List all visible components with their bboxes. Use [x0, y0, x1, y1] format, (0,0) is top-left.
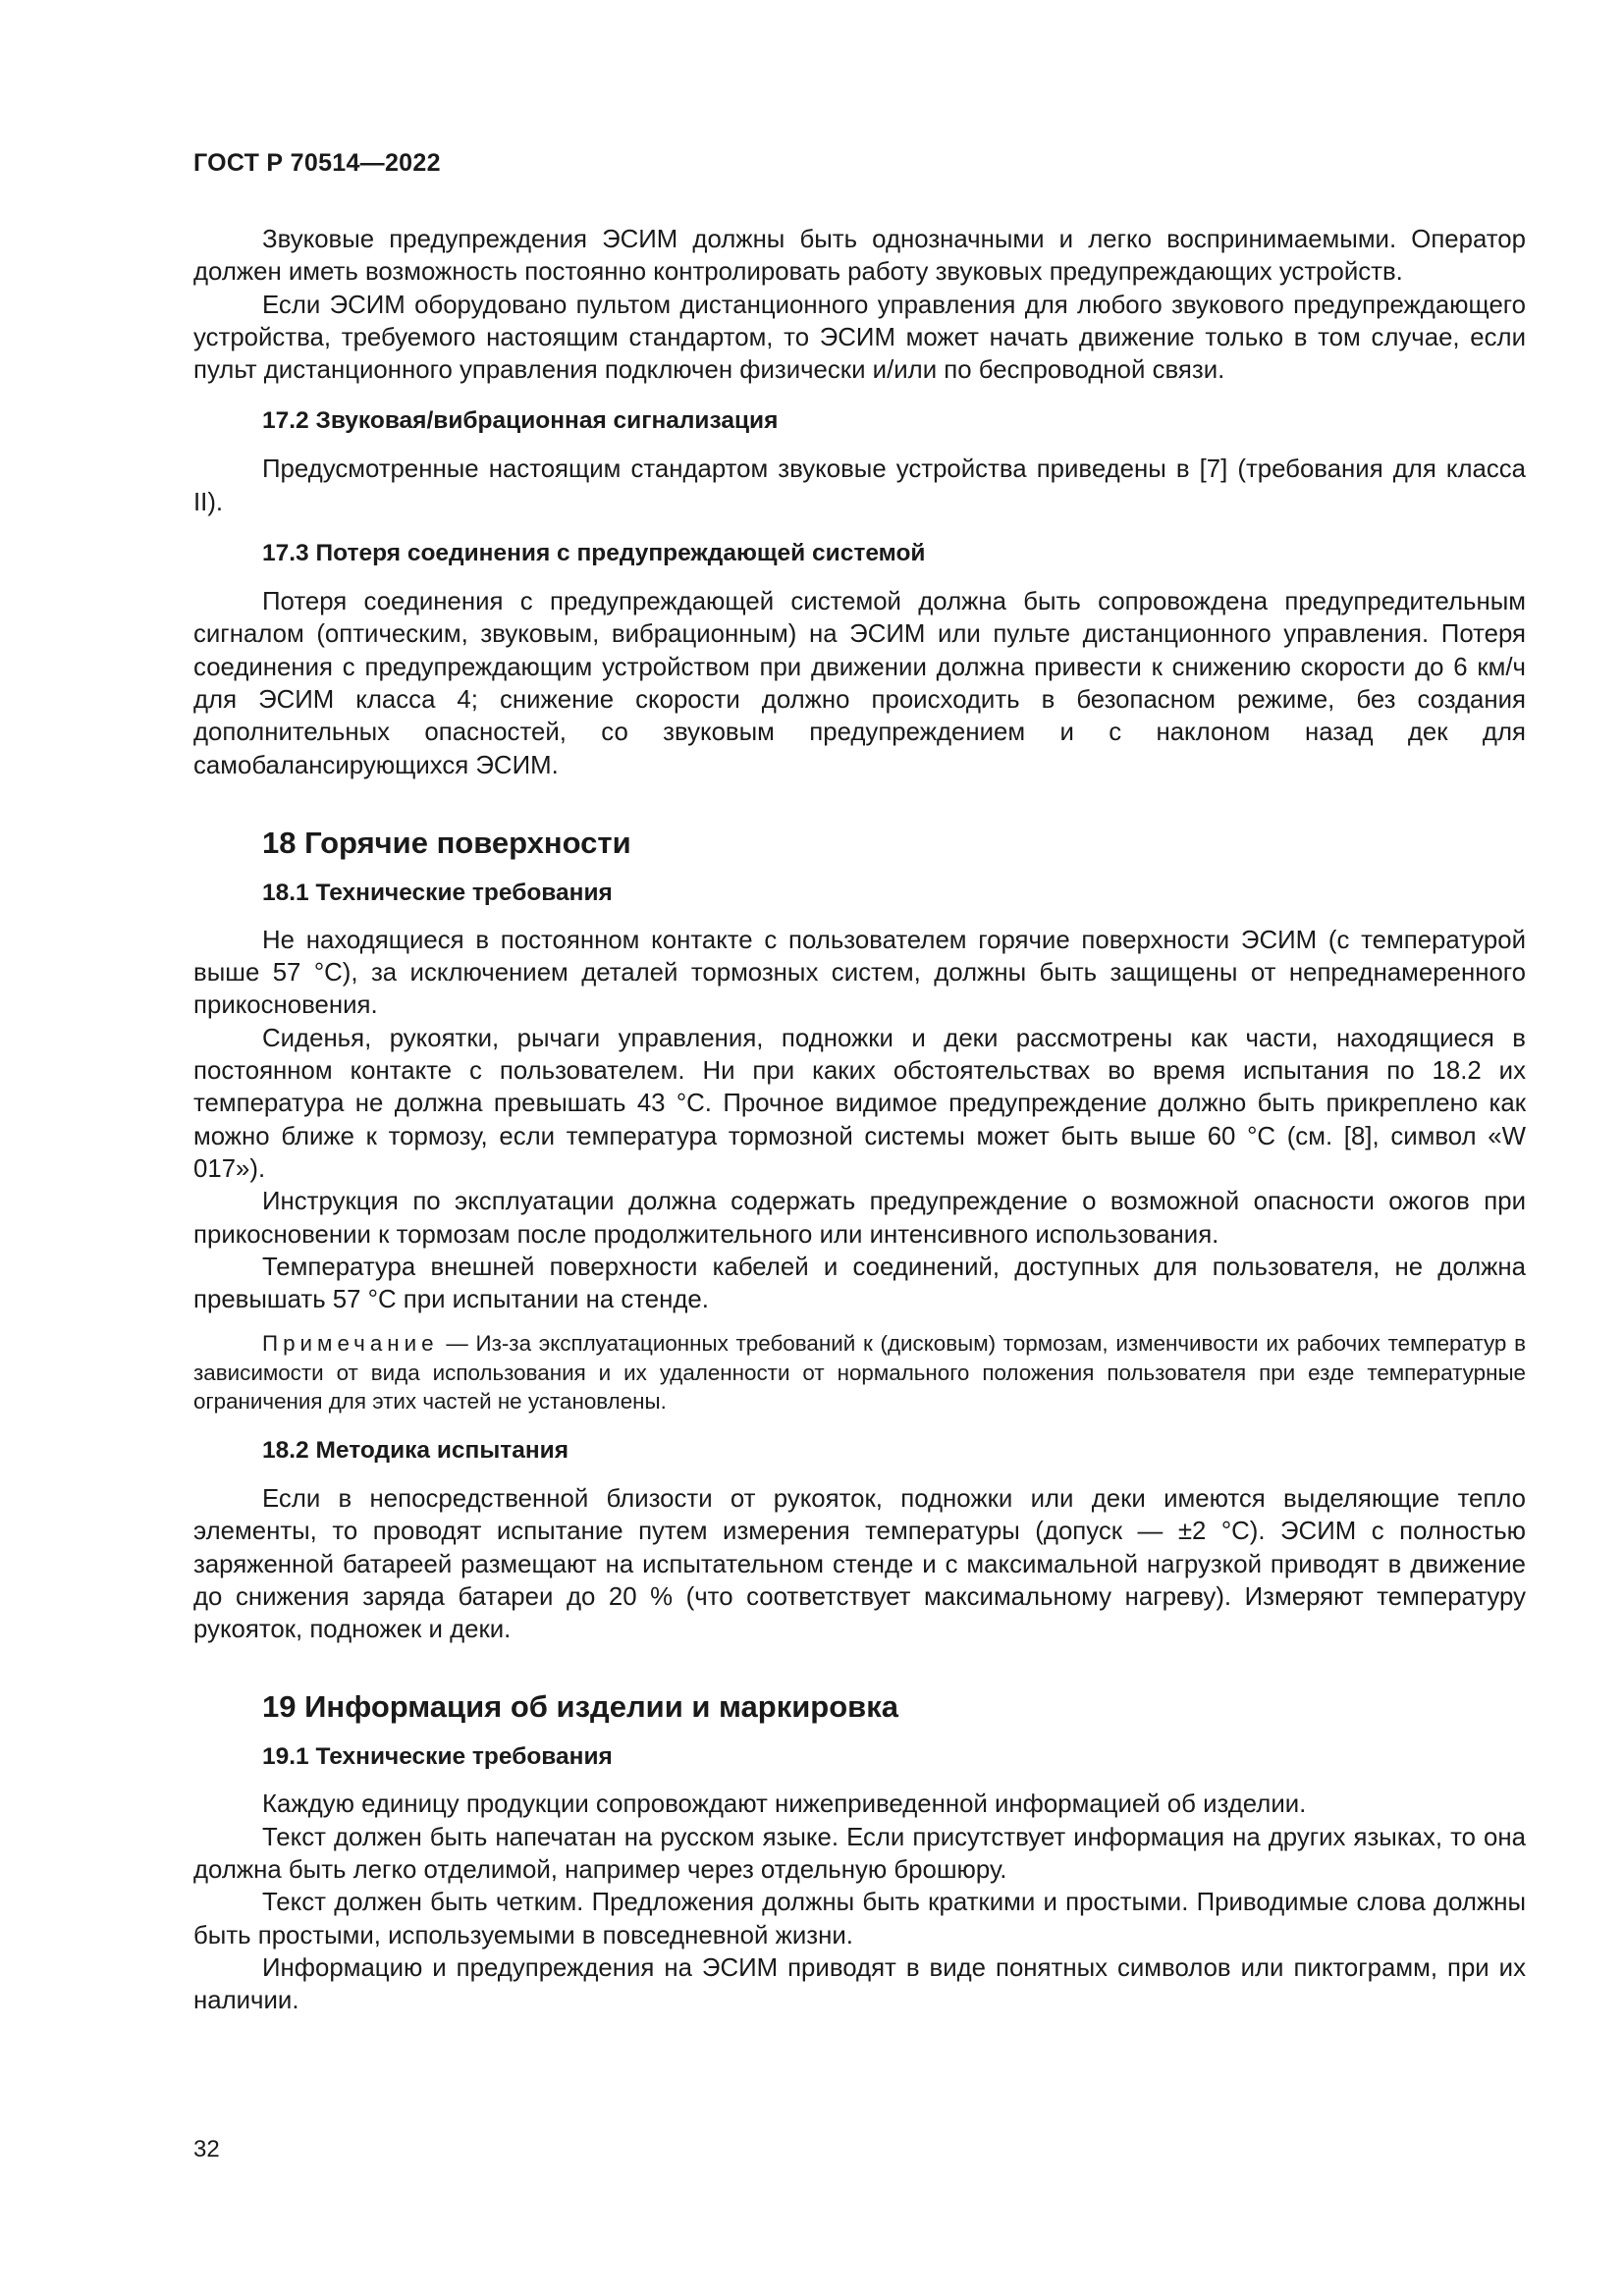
document-body — [193, 224, 1526, 2017]
section-19-1-paragraph-1: Каждую единицу продукции сопровождают нижеприведенной информацией об изделии. — [262, 1790, 1307, 1819]
section-18-1-heading: 18.1 Технические требования — [262, 879, 613, 906]
note-label: Примечание — [262, 1331, 439, 1357]
section-18-1-paragraph-2: Сиденья, рукоятки, рычаги управления, подножки и деки рассмотрены как части, находящиеся в постоянном контакте с пользователем. Ни при каких обстоятельствах во время испытания по 18.2 их температура не должна превышать 43 °С. Прочное видимое предупреждение должно быть прикреплено как можно ближе к тормозу, если температура тормозной системы может быть выше 60 °С (см. [8], символ «W 017»). — [193, 1024, 1526, 1183]
page-number: 32 — [193, 2136, 220, 2163]
section-17-3-paragraph: Потеря соединения с предупреждающей системой должна быть сопровождена предупредительным сигналом (оптическим, звуковым, вибрационным) на ЭСИМ или пульте дистанционного управления. Потеря соединения с предупреждающим устройством при движении должна привести к снижению скорости до 6 км/ч для ЭСИМ класса 4; снижение скорости должно происходить в безопасном режиме, без создания дополнительных опасностей, со звуковым предупреждением и с наклоном назад дек для самобалансирующихся ЭСИМ. — [193, 588, 1526, 779]
section-18-1-note — [193, 1329, 1526, 1416]
section-18-1-paragraph-1: Не находящиеся в постоянном контакте с пользователем горячие поверхности ЭСИМ (с температурой выше 57 °С), за исключением деталей тормозных систем, должны быть защищены от непреднамеренного прикосновения. — [193, 926, 1526, 1020]
section-19-1-paragraph-3: Текст должен быть четким. Предложения должны быть краткими и простыми. Приводимые слова должны быть простыми, используемыми в повседневной жизни. — [193, 1889, 1526, 1949]
section-17-3-heading: 17.3 Потеря соединения с предупреждающей системой — [262, 540, 926, 567]
section-17-2-paragraph: Предусмотренные настоящим стандартом звуковые устройства приведены в [7] (требования для класса II). — [193, 455, 1526, 516]
intro-paragraph-1: Звуковые предупреждения ЭСИМ должны быть однозначными и легко воспринимаемыми. Оператор должен иметь возможность постоянно контролировать работу звуковых предупреждающих устройств. — [193, 226, 1526, 287]
intro-paragraph-2: Если ЭСИМ оборудовано пультом дистанционного управления для любого звукового предупреждающего устройства, требуемого настоящим стандартом, то ЭСИМ может начать движение только в том случае, если пульт дистанционного управления подключен физически и/или по беспроводной связи. — [193, 291, 1526, 385]
document-header: ГОСТ Р 70514—2022 — [193, 149, 441, 177]
section-18-1-paragraph-4: Температура внешней поверхности кабелей и соединений, доступных для пользователя, не должна превышать 57 °С при испытании на стенде. — [193, 1253, 1526, 1314]
section-19-1-paragraph-4: Информацию и предупреждения на ЭСИМ приводят в виде понятных символов или пиктограмм, при их наличии. — [193, 1953, 1526, 2015]
section-18-2-heading: 18.2 Методика испытания — [262, 1436, 569, 1464]
section-19-heading: 19 Информация об изделии и маркировка — [262, 1689, 898, 1725]
note-text: — Из-за эксплуатационных требований к (дисковым) тормозам, изменчивости их рабочих температур в зависимости от вида использования и их удаленности от нормального положения пользователя при езде температурные ограничения для этих частей не установлены. — [193, 1331, 1526, 1415]
section-19-1-paragraph-2: Текст должен быть напечатан на русском языке. Если присутствует информация на других языках, то она должна быть легко отделимой, например через отдельную брошюру. — [193, 1823, 1526, 1884]
section-18-1-paragraph-3: Инструкция по эксплуатации должна содержать предупреждение о возможной опасности ожогов при прикосновении к тормозам после продолжительного или интенсивного использования. — [193, 1188, 1526, 1249]
section-18-2-paragraph: Если в непосредственной близости от рукояток, подножки или деки имеются выделяющие тепло элементы, то проводят испытание путем измерения температуры (допуск — ±2 °С). ЭСИМ с полностью заряженной батареей размещают на испытательном стенде и с максимальной нагрузкой приводят в движение до снижения заряда батареи до 20 % (что соответствует максимальному нагреву). Измеряют температуру рукояток, подножек и деки. — [193, 1484, 1526, 1644]
section-19-1-heading: 19.1 Технические требования — [262, 1743, 613, 1771]
section-17-2-heading: 17.2 Звуковая/вибрационная сигнализация — [262, 407, 779, 435]
section-18-heading: 18 Горячие поверхности — [262, 825, 631, 860]
